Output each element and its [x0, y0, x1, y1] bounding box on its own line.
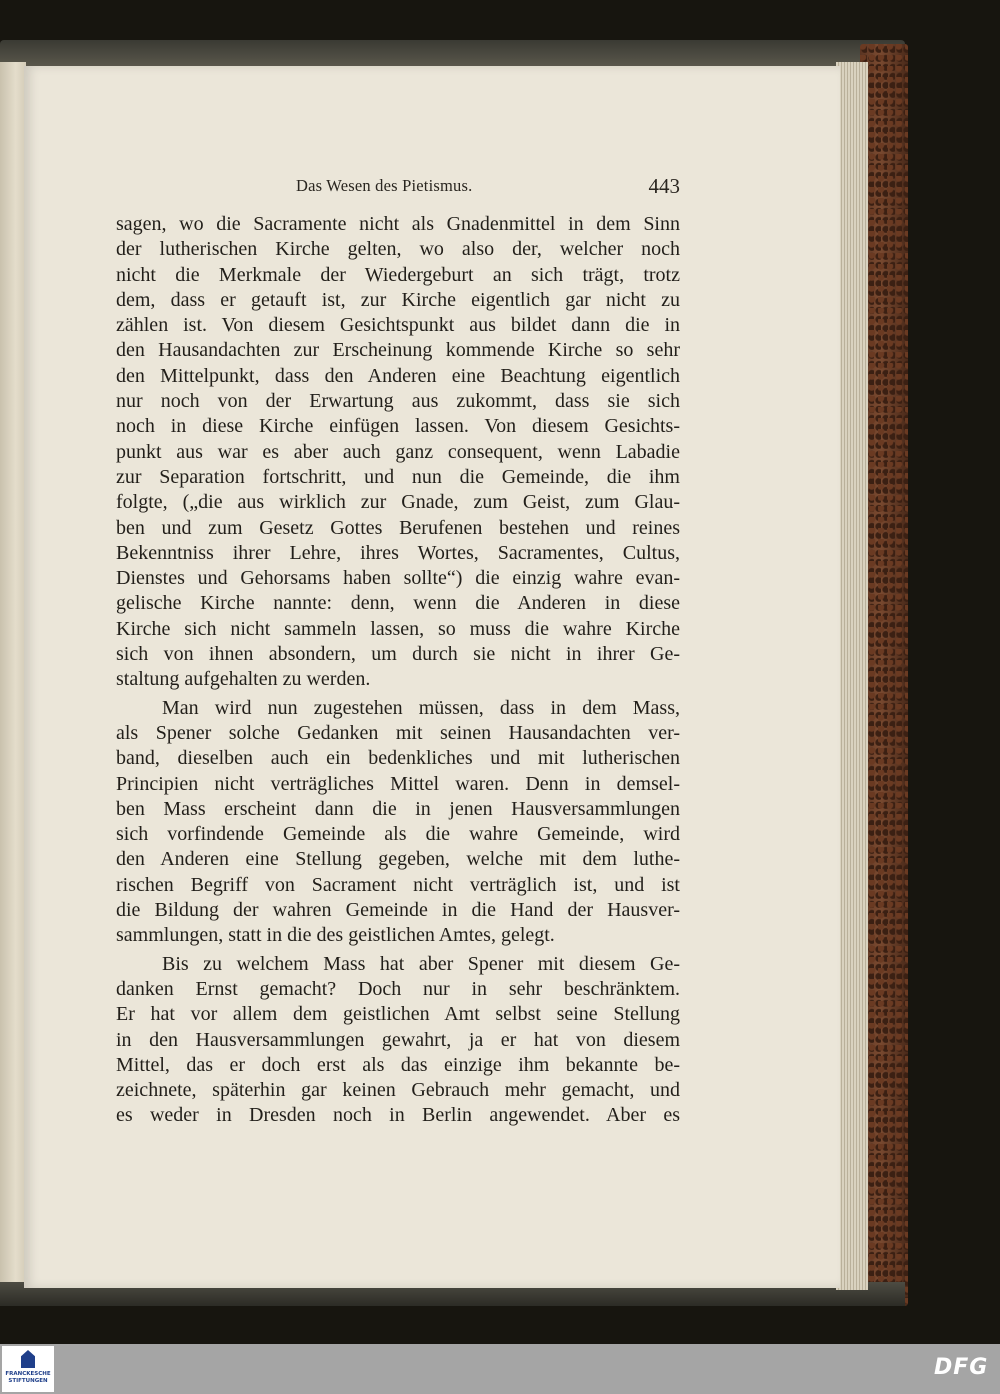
text-line: Bekenntniss ihrer Lehre, ihres Wortes, Sacramentes, Cultus, — [116, 541, 680, 564]
text-line: sich von ihnen absondern, um durch sie nicht in ihrer Ge- — [116, 643, 680, 666]
facing-page-edge — [0, 62, 26, 1282]
text-line: rischen Begriff von Sacrament nicht verträglich ist, und ist — [116, 873, 680, 896]
text-line: Bis zu welchem Mass hat aber Spener mit diesem Ge- — [162, 952, 680, 975]
text-line: der lutherischen Kirche gelten, wo also der, welcher noch — [116, 238, 680, 261]
viewer-footer-bar — [0, 1344, 1000, 1394]
text-line: den Anderen eine Stellung gegeben, welche mit dem luthe- — [116, 848, 680, 871]
running-head — [296, 174, 680, 200]
text-line: staltung aufgehalten zu werden. — [116, 668, 371, 691]
running-head-title: Das Wesen des Pietismus. — [296, 176, 473, 195]
text-line: es weder in Dresden noch in Berlin angewendet. Aber es — [116, 1104, 680, 1127]
text-line: ben und zum Gesetz Gottes Berufenen bestehen und reines — [116, 516, 680, 539]
text-line: gelische Kirche nannte: denn, wenn die Anderen in diese — [116, 592, 680, 615]
text-line: Man wird nun zugestehen müssen, dass in dem Mass, — [162, 696, 680, 719]
text-line: sich vorfindende Gemeinde als die wahre Gemeinde, wird — [116, 823, 680, 846]
text-line: zur Separation fortschritt, und nun die Gemeinde, die ihm — [116, 465, 680, 488]
text-line: den Mittelpunkt, dass den Anderen eine Beachtung eigentlich — [116, 364, 680, 387]
page-stack-edge — [836, 62, 868, 1290]
text-line: nur noch von der Erwartung aus zukommt, dass sie sich — [116, 390, 680, 413]
text-line: ben Mass erscheint dann die in jenen Hausversammlungen — [116, 797, 680, 820]
page-number: 443 — [648, 174, 680, 198]
text-line: Dienstes und Gehorsams haben sollte“) die einzig wahre evan- — [116, 567, 680, 590]
body-text — [116, 212, 680, 1129]
text-line: sammlungen, statt in die des geistlichen Amtes, gelegt. — [116, 924, 555, 947]
text-line: punkt aus war es aber auch ganz consequent, wenn Labadie — [116, 440, 680, 463]
text-line: den Hausandachten zur Erscheinung kommende Kirche so sehr — [116, 339, 680, 362]
building-icon — [21, 1350, 35, 1368]
text-line: zählen ist. Von diesem Gesichtspunkt aus bildet dann die in — [116, 314, 680, 337]
logo-text: FRANCKESCHE STIFTUNGEN — [5, 1371, 51, 1384]
text-line: sagen, wo die Sacramente nicht als Gnadenmittel in dem Sinn — [116, 213, 680, 235]
text-line: Kirche sich nicht sammeln lassen, so muss die wahre Kirche — [116, 617, 680, 640]
franckesche-stiftungen-logo[interactable] — [2, 1346, 54, 1392]
text-line: Mittel, das er doch erst als das einzige ihm bekannte be- — [116, 1053, 680, 1076]
text-line: die Bildung der wahren Gemeinde in die Hand der Hausver- — [116, 899, 680, 922]
text-line: danken Ernst gemacht? Doch nur in sehr beschränktem. — [116, 977, 680, 1000]
text-line: als Spener solche Gedanken mit seinen Hausandachten ver- — [116, 721, 680, 744]
text-line: folgte, („die aus wirklich zur Gnade, zum Geist, zum Glau- — [116, 491, 680, 514]
text-line: Principien nicht verträgliches Mittel waren. Denn in demsel- — [116, 772, 680, 795]
text-line: band, dieselben auch ein bedenkliches und mit lutherischen — [116, 747, 680, 770]
dfg-logo[interactable]: DFG — [934, 1355, 989, 1380]
text-line: noch in diese Kirche einfügen lassen. Von diesem Gesichts- — [116, 415, 680, 438]
text-line: in den Hausversammlungen gewahrt, ja er hat von diesem — [116, 1028, 680, 1051]
text-line: dem, dass er getauft ist, zur Kirche eigentlich gar nicht zu — [116, 288, 680, 311]
text-line: Er hat vor allem dem geistlichen Amt selbst seine Stellung — [116, 1003, 680, 1026]
text-line: zeichnete, späterhin gar keinen Gebrauch mehr gemacht, und — [116, 1079, 680, 1102]
text-line: nicht die Merkmale der Wiedergeburt an sich trägt, trotz — [116, 263, 680, 286]
